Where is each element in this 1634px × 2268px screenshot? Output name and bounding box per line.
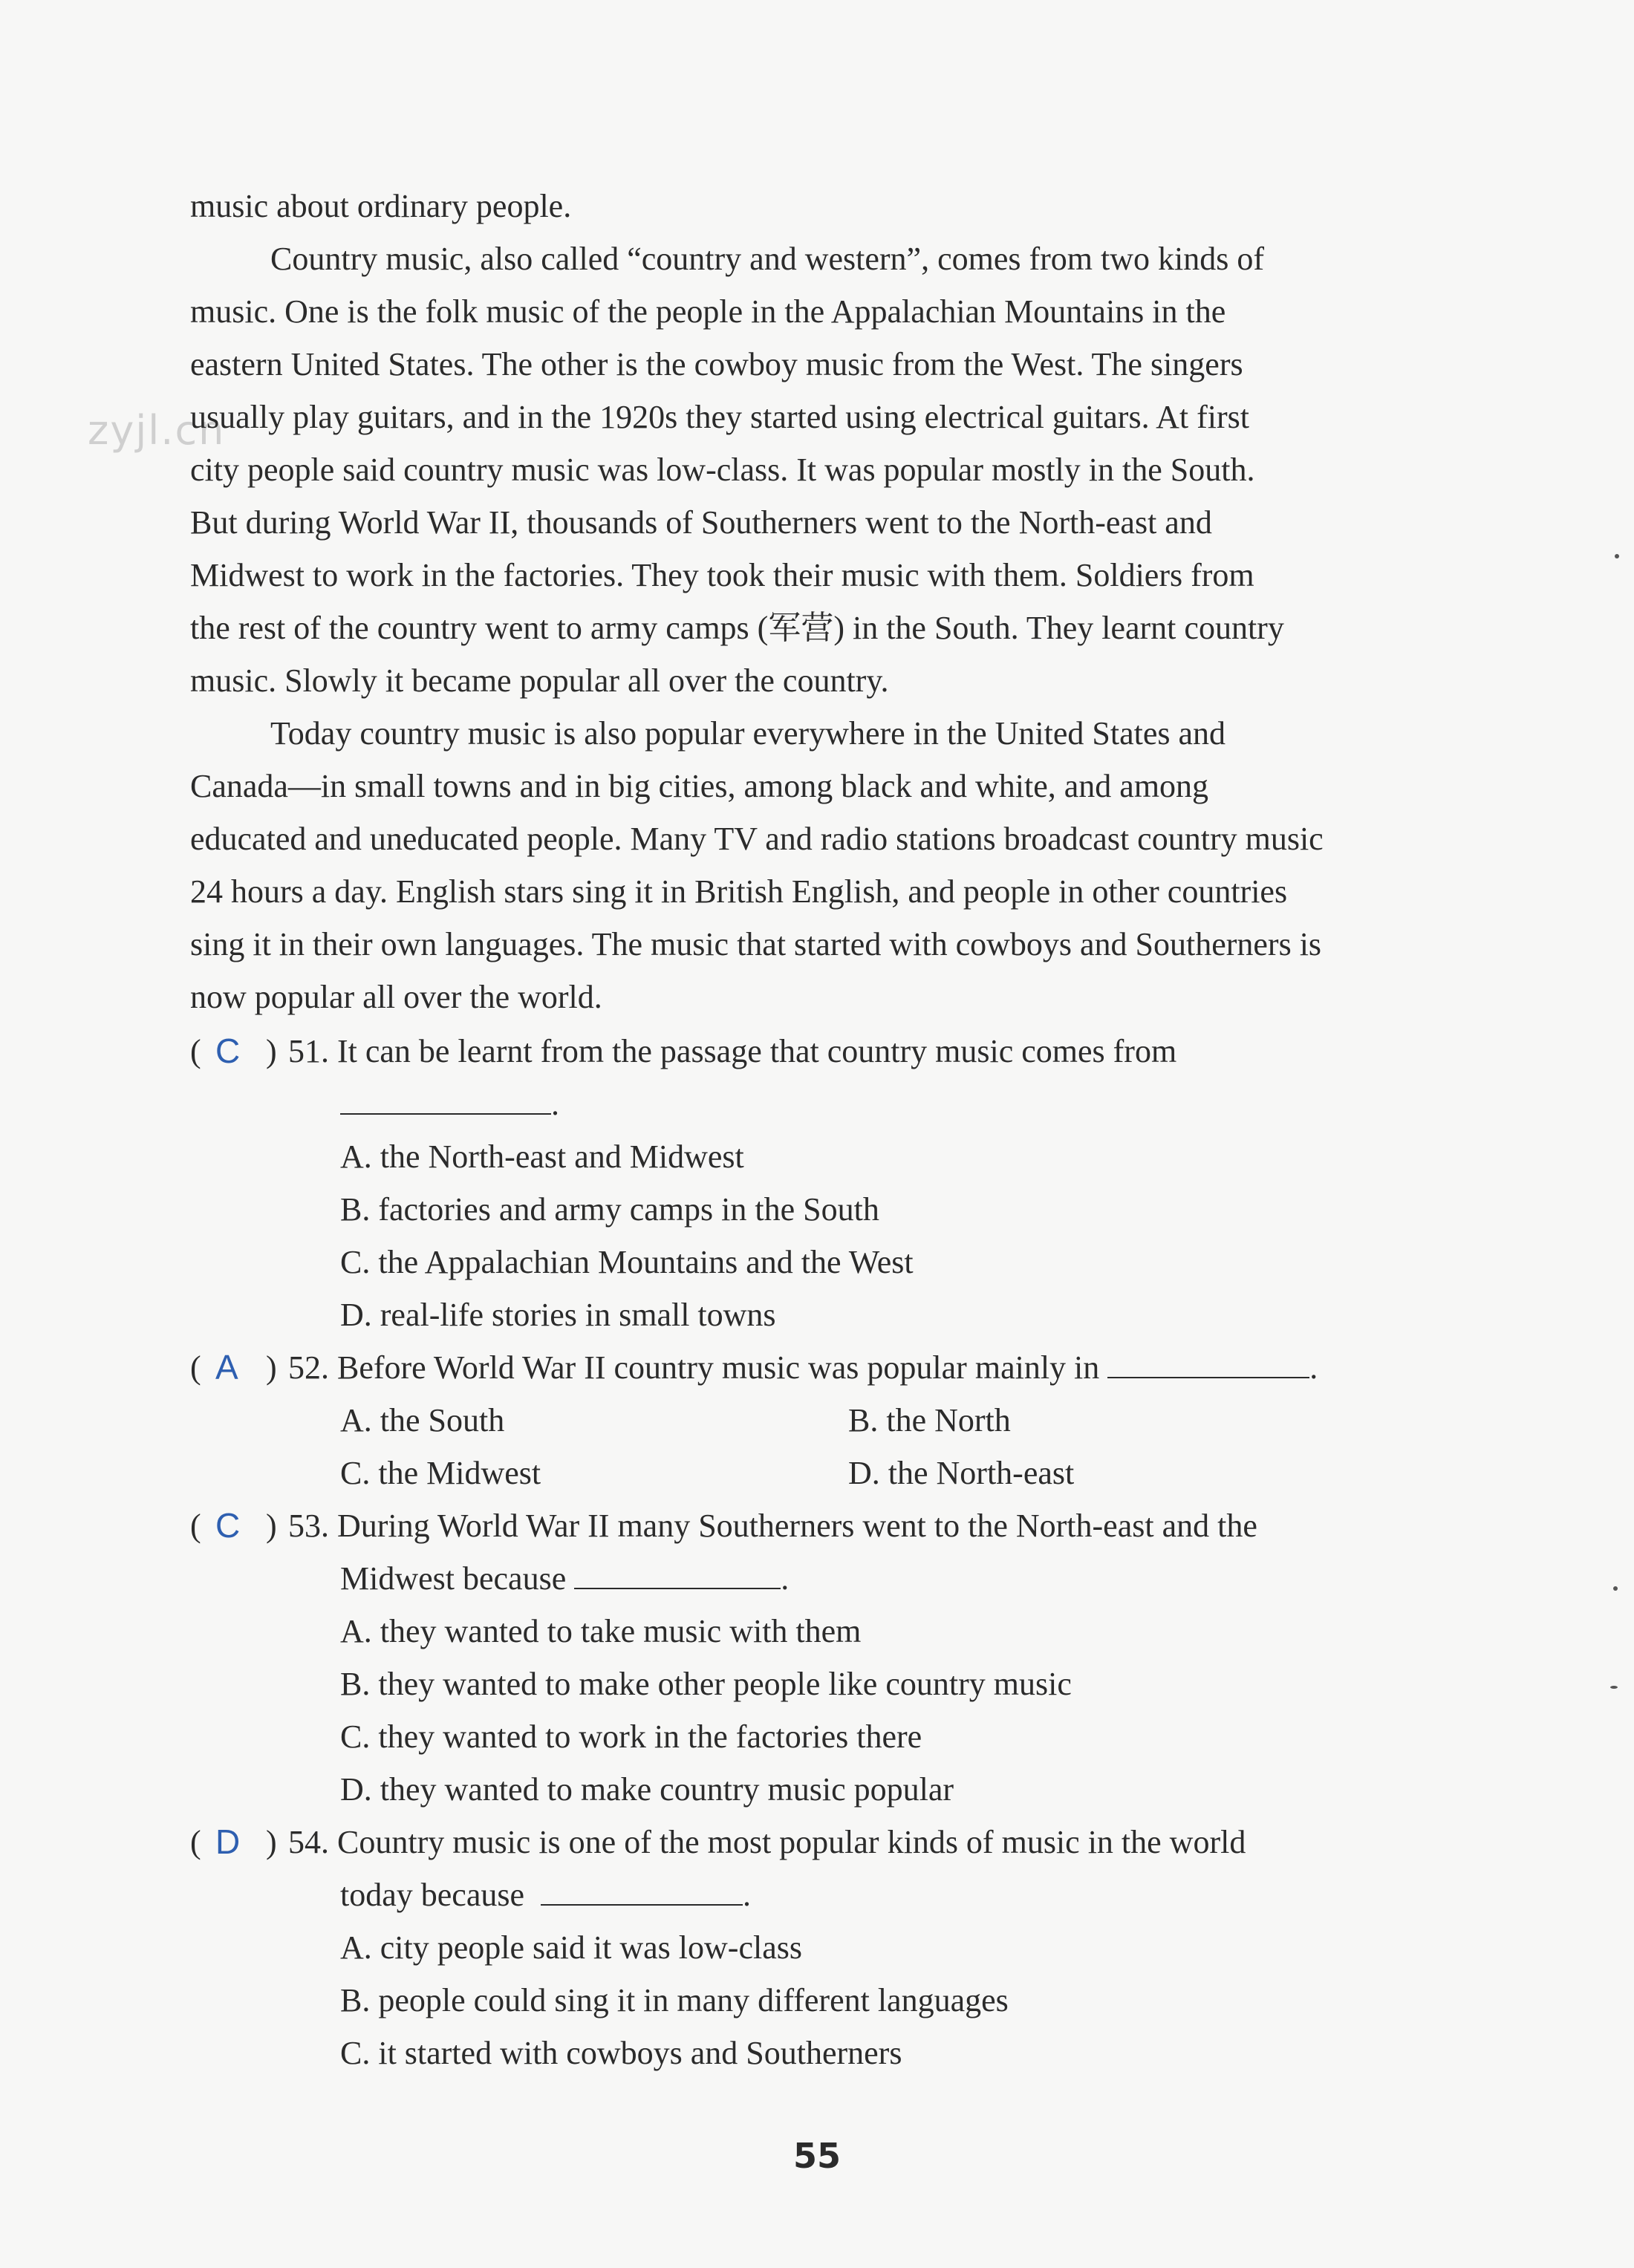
option [0,1710,1634,1763]
option-text: C. they wanted to work in the factories there [340,1718,922,1755]
passage-line: music about ordinary people. [190,188,572,224]
option-text: D. they wanted to make country music popular [340,1771,954,1808]
passage-line: city people said country music was low-class. It was popular mostly in the South. [190,452,1255,488]
scan-speck [1610,1686,1618,1689]
fill-blank [574,1561,781,1589]
option [0,1605,1634,1658]
passage-line: educated and uneducated people. Many TV and radio stations broadcast country music [190,821,1324,857]
question-stem [288,1025,1176,1078]
scan-speck [1613,1586,1618,1591]
option-text: A. they wanted to take music with them [340,1613,862,1649]
answer-51: C [215,1032,241,1070]
page-number: 55 [792,2136,841,2176]
passage-line: Today country music is also popular everywhere in the United States and [270,715,1226,752]
question-stem-continued [340,1552,789,1605]
question-number: 53. [288,1508,329,1544]
answer-paren-open: ( [190,1508,201,1544]
option-text: B. people could sing it in many different languages [340,1982,1009,2018]
fill-blank [340,1086,551,1115]
question-number: 51. [288,1033,329,1069]
passage-line: Canada—in small towns and in big cities, among black and white, and among [190,768,1209,804]
option [0,1236,1634,1288]
reading-passage [190,180,1468,1023]
answer-54: D [215,1822,241,1861]
answer-paren-close: ) [266,1349,277,1386]
passage-line: music. One is the folk music of the people in the Appalachian Mountains in the [190,293,1226,330]
option-text: B. the North [848,1402,1011,1438]
passage-line: sing it in their own languages. The music that started with cowboys and Southerners is [190,926,1322,962]
option-text: C. the Midwest [340,1455,541,1491]
question-53 [0,1499,1634,1552]
period: . [1309,1349,1318,1386]
passage-line: 24 hours a day. English stars sing it in British English, and people in other countries [190,873,1288,910]
question-stem-text: Midwest because [340,1560,567,1597]
answer-paren-close: ) [266,1824,277,1860]
answer-52: A [215,1348,238,1386]
answer-53: C [215,1506,241,1545]
passage-line: usually play guitars, and in the 1920s they started using electrical guitars. At first [190,399,1250,435]
option-text: A. the South [340,1402,505,1438]
question-stem [288,1499,1257,1552]
option [0,1921,1634,1974]
question-51 [0,1025,1634,1078]
question-stem [288,1816,1246,1868]
answer-paren-open: ( [190,1349,201,1386]
period: . [551,1086,559,1122]
option-row [0,1394,1634,1447]
answer-paren-close: ) [266,1033,277,1069]
option-text: C. it started with cowboys and Southerners [340,2035,902,2071]
question-stem [288,1341,1318,1394]
passage-line: Country music, also called “country and western”, comes from two kinds of [270,241,1265,277]
question-number: 54. [288,1824,329,1860]
option-text: D. the North-east [848,1455,1075,1491]
question-stem-continued [340,1868,751,1921]
option-text: B. factories and army camps in the South [340,1191,879,1228]
question-stem-text: During World War II many Southerners went to the North-east and the [337,1508,1257,1544]
question-54 [0,1816,1634,1868]
answer-paren-open: ( [190,1824,201,1860]
passage-line: the rest of the country went to army camps (军营) in the South. They learnt country [190,610,1284,646]
passage-line: But during World War II, thousands of Southerners went to the North-east and [190,504,1212,541]
option [0,2027,1634,2079]
watermark: zyjl.cn [88,407,226,454]
option-row [0,1447,1634,1499]
passage-line: now popular all over the world. [190,979,602,1015]
answer-paren-close: ) [266,1508,277,1544]
fill-blank [1107,1350,1309,1378]
question-stem-text: Country music is one of the most popular kinds of music in the world [337,1824,1246,1860]
question-number: 52. [288,1349,329,1386]
option-text: A. the North-east and Midwest [340,1138,744,1175]
question-52 [0,1341,1634,1394]
question-54-cont [0,1868,1634,1921]
period: . [781,1560,790,1597]
passage-line: Midwest to work in the factories. They took their music with them. Soldiers from [190,557,1254,593]
answer-blank [340,1078,559,1130]
option-text: A. city people said it was low-class [340,1929,802,1966]
option-text: D. real-life stories in small towns [340,1297,776,1333]
option-text: B. they wanted to make other people like country music [340,1666,1072,1702]
question-stem-text: It can be learnt from the passage that country music comes from [337,1033,1177,1069]
fill-blank [541,1877,743,1906]
option-text: C. the Appalachian Mountains and the West [340,1244,914,1280]
question-53-cont [0,1552,1634,1605]
scan-speck [1615,554,1619,558]
question-51-blank-line [0,1078,1634,1130]
passage-line: eastern United States. The other is the cowboy music from the West. The singers [190,346,1243,382]
option [0,1183,1634,1236]
period: . [743,1877,751,1913]
option [0,1130,1634,1183]
question-list [0,1025,1634,2079]
option [0,1658,1634,1710]
option [0,1974,1634,2027]
option [0,1763,1634,1816]
answer-paren-open: ( [190,1033,201,1069]
option [0,1288,1634,1341]
passage-line: music. Slowly it became popular all over the country. [190,662,889,699]
question-stem-text: Before World War II country music was popular mainly in [337,1349,1100,1386]
question-stem-text: today because [340,1877,524,1913]
